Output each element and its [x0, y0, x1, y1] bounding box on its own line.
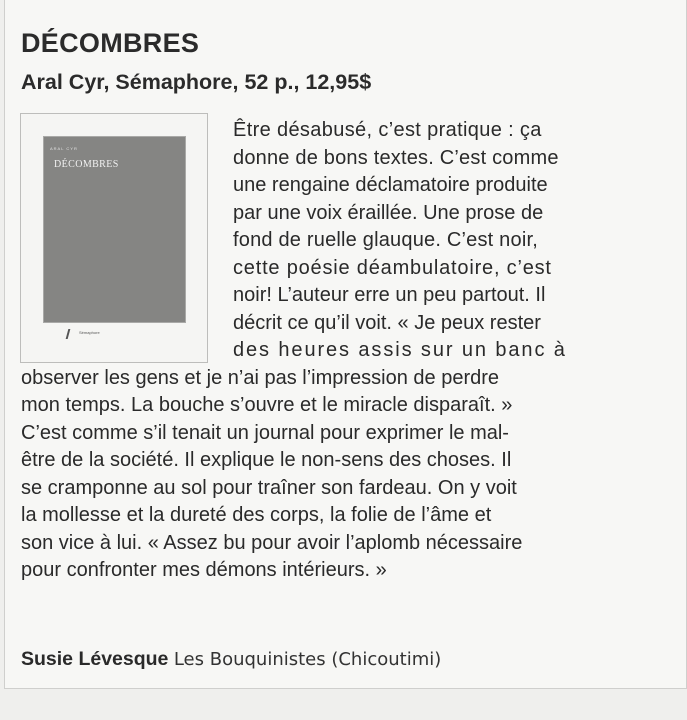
- cover-author: ARAL CYR: [50, 146, 78, 151]
- review-line: donne de bons textes. C’est comme: [233, 146, 559, 169]
- review-line: être de la société. Il explique le non-sens des choses. Il: [21, 449, 512, 471]
- bookstore-name: Les Bouquinistes (Chicoutimi): [173, 649, 442, 670]
- review-line: la mollesse et la dureté des corps, la folie de l’âme et: [21, 504, 492, 526]
- review-line: se cramponne au sol pour traîner son fardeau. On y voit: [21, 476, 517, 499]
- cover-title: DÉCOMBRES: [54, 159, 119, 170]
- review-line: C’est comme s’il tenait un journal pour exprimer le mal-: [21, 421, 509, 444]
- book-title: DÉCOMBRES: [21, 28, 200, 58]
- review-line: mon temps. La bouche s’ouvre et le miracle disparaît. »: [21, 394, 513, 416]
- review-line: une rengaine déclamatoire produite: [233, 174, 548, 196]
- reviewer-signature: [21, 648, 441, 671]
- book-details: Aral Cyr, Sémaphore, 52 p., 12,95$: [21, 70, 372, 94]
- review-line: des heures assis sur un banc à: [233, 339, 567, 361]
- review-line: fond de ruelle glauque. C’est noir,: [233, 229, 538, 251]
- review-line: décrit ce qu’il voit. « Je peux rester: [233, 311, 541, 334]
- review-line: par une voix éraillée. Une prose de: [233, 201, 544, 224]
- reviewer-name: Susie Lévesque: [21, 648, 169, 670]
- review-line: cette poésie déambulatoire, c’est: [233, 256, 552, 279]
- review-line: Être désabusé, c’est pratique : ça: [233, 119, 542, 141]
- review-line: pour confronter mes démons intérieurs. »: [21, 559, 387, 581]
- cover-publisher: Sémaphore: [79, 330, 100, 335]
- review-line: son vice à lui. « Assez bu pour avoir l’aplomb nécessaire: [21, 531, 523, 554]
- review-line: noir! L’auteur erre un peu partout. Il: [233, 284, 546, 306]
- review-line: observer les gens et je n’ai pas l’impression de perdre: [21, 366, 500, 389]
